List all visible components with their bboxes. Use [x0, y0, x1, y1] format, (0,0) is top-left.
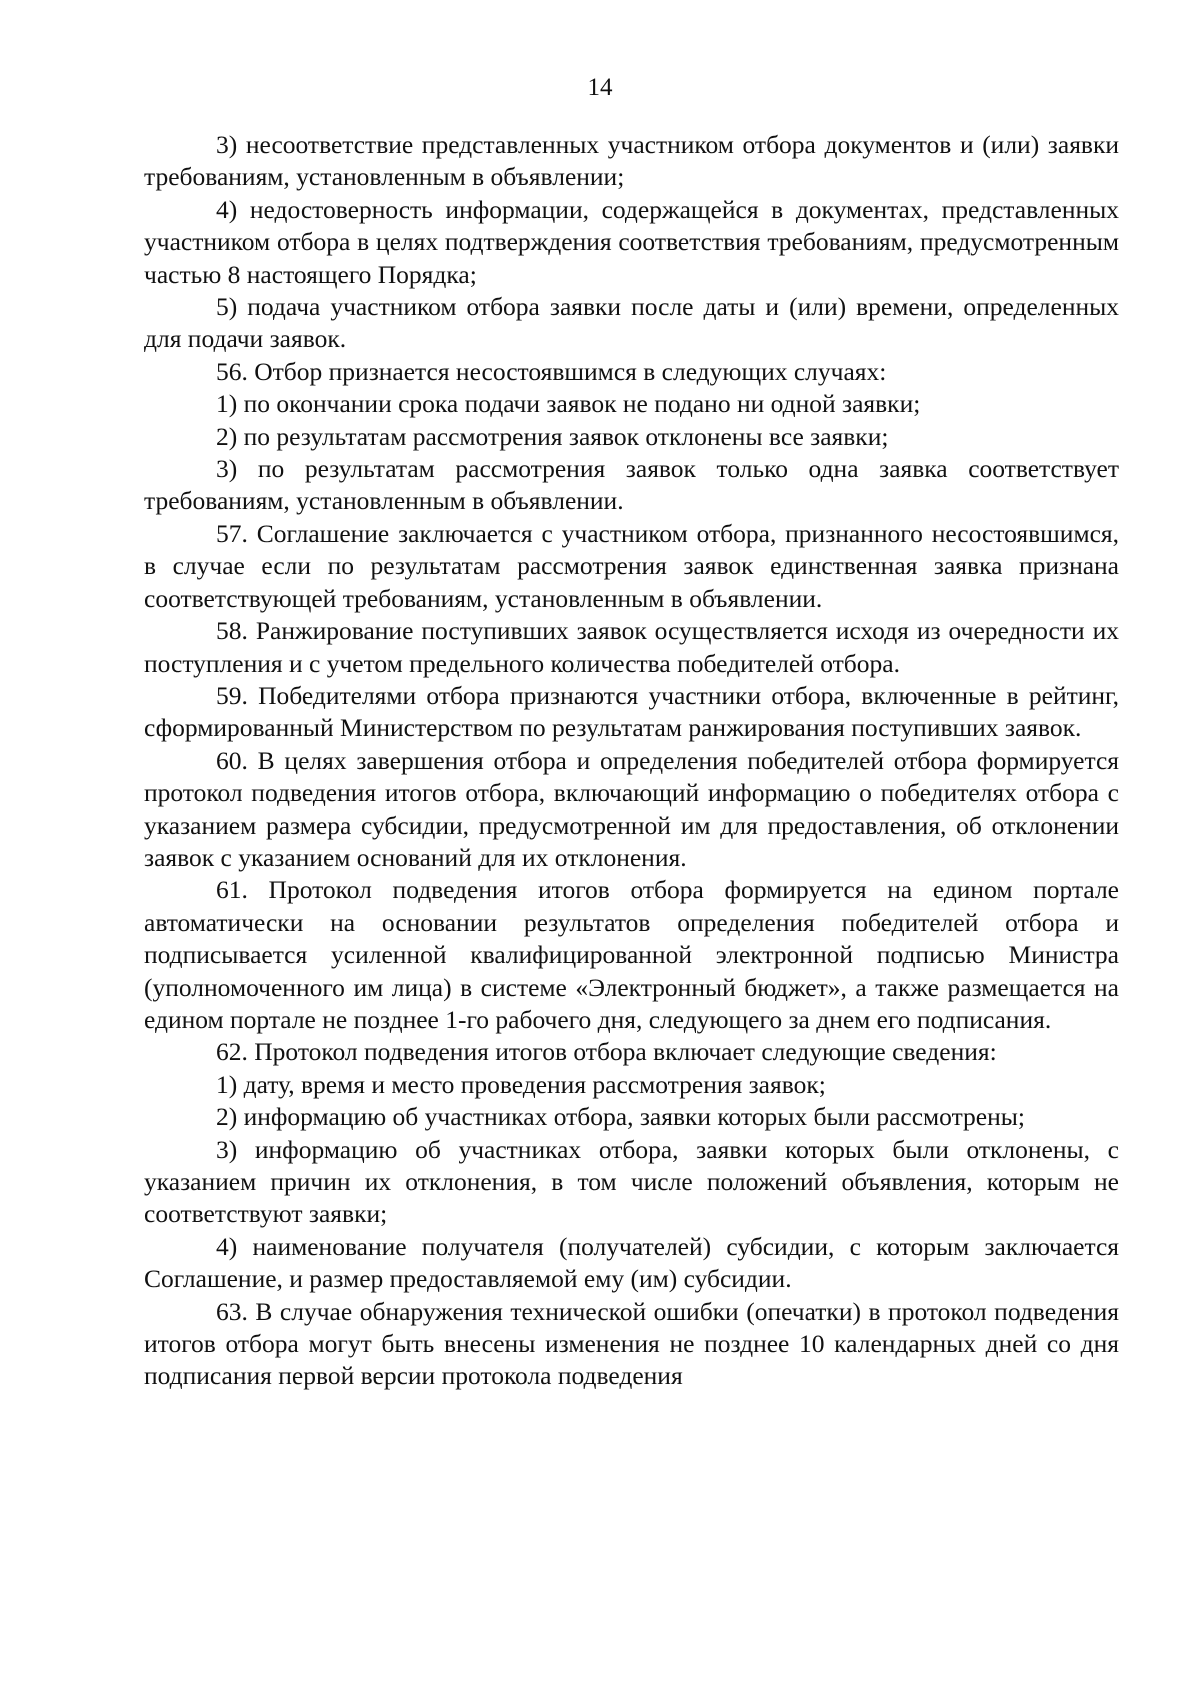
paragraph-57: 57. Соглашение заключается с участником отбора, признанного несостоявшимся, в случае если по результатам рассмотрения заявок единственная заявка признана соответствующей требованиям, установленным в объявлении. [144, 518, 1119, 613]
paragraph-56: 56. Отбор признается несостоявшимся в следующих случаях: [216, 356, 887, 386]
paragraph-62-item-2: 2) информацию об участниках отбора, заявки которых были рассмотрены; [216, 1102, 1025, 1132]
page-number: 14 [587, 74, 613, 101]
paragraph-62-item-4: 4) наименование получателя (получателей) субсидии, с которым заключается Соглашение, и размер предоставляемой ему (им) субсидии. [144, 1231, 1119, 1294]
paragraph-62: 62. Протокол подведения итогов отбора включает следующие сведения: [216, 1037, 997, 1067]
paragraph-62-item-3: 3) информацию об участниках отбора, заявки которых были отклонены, с указанием причин их отклонения, в том числе положений объявления, которым не соответствуют заявки; [144, 1134, 1119, 1229]
paragraph-59: 59. Победителями отбора признаются участники отбора, включенные в рейтинг, сформированный Министерством по результатам ранжирования поступивших заявок. [144, 680, 1119, 743]
paragraph-58: 58. Ранжирование поступивших заявок осуществляется исходя из очередности их поступления и с учетом предельного количества победителей отбора. [144, 616, 1119, 678]
paragraph-56-item-3: 3) по результатам рассмотрения заявок только одна заявка соответствует требованиям, установленным в объявлении. [144, 454, 1119, 516]
paragraph-item-5: 5) подача участником отбора заявки после даты и (или) времени, определенных для подачи заявок. [144, 292, 1119, 354]
paragraph-item-4: 4) недостоверность информации, содержащейся в документах, представленных участником отбора в целях подтверждения соответствия требованиям, предусмотренным частью 8 настоящего Порядка; [144, 194, 1119, 289]
paragraph-56-item-1: 1) по окончании срока подачи заявок не подано ни одной заявки; [216, 389, 921, 419]
paragraph-item-3: 3) несоответствие представленных участником отбора документов и (или) заявки требованиям, установленным в объявлении; [144, 130, 1119, 192]
paragraph-56-item-2: 2) по результатам рассмотрения заявок отклонены все заявки; [216, 421, 889, 451]
document-body [144, 129, 1119, 1393]
paragraph-60: 60. В целях завершения отбора и определения победителей отбора формируется протокол подведения итогов отбора, включающий информацию о победителях отбора с указанием размера субсидии, предусмотренной им для предоставления, об отклонении заявок с указанием оснований для их отклонения. [144, 745, 1119, 872]
paragraph-61: 61. Протокол подведения итогов отбора формируется на едином портале автоматически на основании результатов определения победителей отбора и подписывается усиленной квалифицированной электронной подписью Министра (уполномоченного им лица) в системе «Электронный бюджет», а также размещается на едином портале не позднее 1-го рабочего дня, следующего за днем его подписания. [144, 875, 1119, 1034]
paragraph-63: 63. В случае обнаружения технической ошибки (опечатки) в протокол подведения итогов отбора могут быть внесены изменения не позднее 10 календарных дней со дня подписания первой версии протокола подведения [144, 1296, 1119, 1391]
paragraph-62-item-1: 1) дату, время и место проведения рассмотрения заявок; [216, 1069, 826, 1099]
